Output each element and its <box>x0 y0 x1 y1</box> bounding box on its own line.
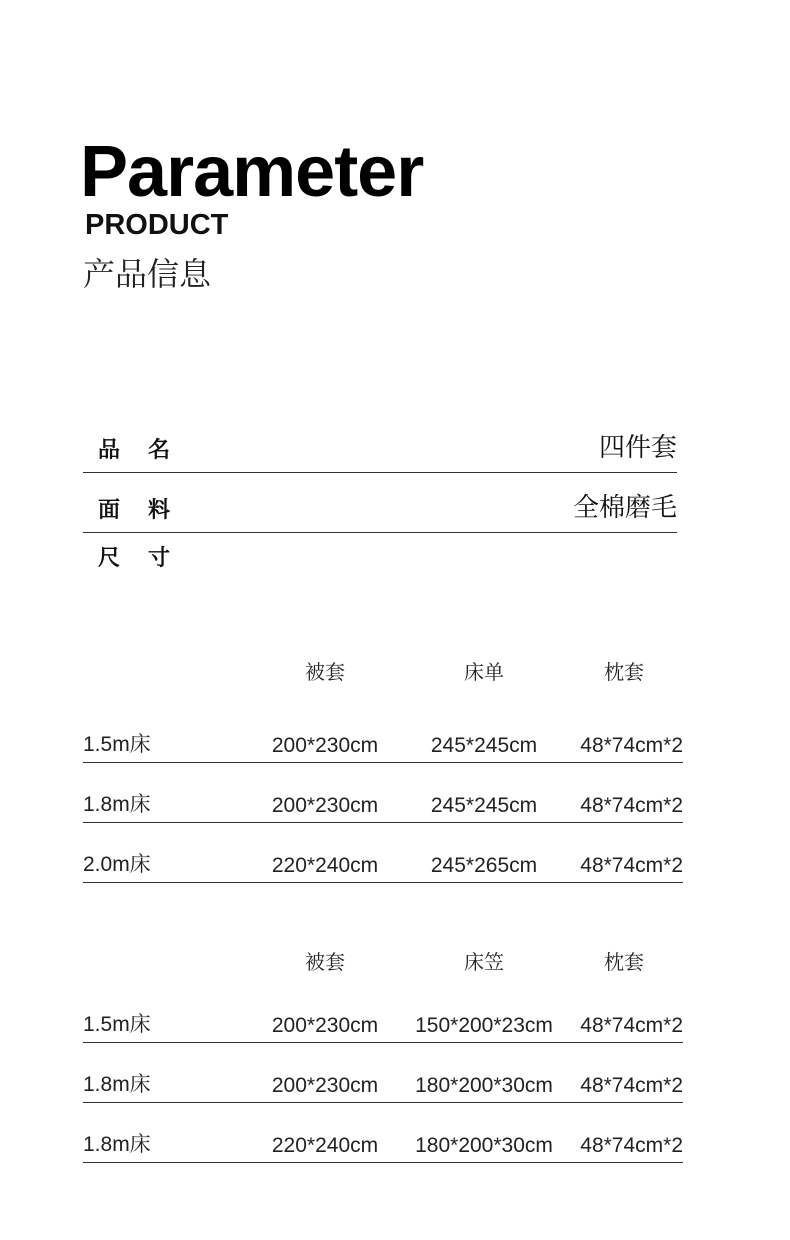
column-header: 床笠 <box>464 950 504 974</box>
table-cell: 48*74cm*2 <box>580 1134 683 1157</box>
table-header <box>83 648 683 688</box>
table-row <box>83 703 683 763</box>
table-header <box>83 938 683 978</box>
table-cell: 200*230cm <box>271 794 379 817</box>
table-cell: 1.5m床 <box>83 1013 151 1036</box>
size-table-sheet <box>83 648 683 883</box>
size-label: 尺寸 <box>98 546 199 571</box>
table-cell: 1.5m床 <box>83 733 151 756</box>
table-cell: 1.8m床 <box>83 793 151 816</box>
table-cell: 48*74cm*2 <box>580 854 683 877</box>
column-header: 床单 <box>464 660 504 684</box>
table-cell: 180*200*30cm <box>415 1074 553 1097</box>
table-cell: 48*74cm*2 <box>580 1014 683 1037</box>
table-cell: 245*245cm <box>430 734 538 757</box>
subtitle-english: PRODUCT <box>85 209 229 241</box>
table-row <box>83 763 683 823</box>
table-cell: 48*74cm*2 <box>580 794 683 817</box>
name-value: 四件套 <box>598 433 677 463</box>
table-cell: 220*240cm <box>271 854 379 877</box>
column-header: 枕套 <box>604 660 644 684</box>
name-label: 品名 <box>98 438 199 463</box>
table-cell: 220*240cm <box>271 1134 379 1157</box>
fabric-value: 全棉磨毛 <box>572 493 677 523</box>
info-row-size <box>83 520 677 580</box>
table-cell: 150*200*23cm <box>415 1014 553 1037</box>
table-cell: 2.0m床 <box>83 853 151 876</box>
subtitle-chinese: 产品信息 <box>83 255 212 293</box>
table-cell: 48*74cm*2 <box>580 1074 683 1097</box>
table-row <box>83 823 683 883</box>
table-cell: 200*230cm <box>271 1074 379 1097</box>
table-cell: 200*230cm <box>271 1014 379 1037</box>
table-cell: 180*200*30cm <box>415 1134 553 1157</box>
page-title: Parameter <box>80 132 424 212</box>
table-cell: 1.8m床 <box>83 1073 151 1096</box>
info-row-name <box>83 412 677 473</box>
table-cell: 245*265cm <box>430 854 538 877</box>
column-header: 被套 <box>305 950 345 974</box>
table-cell: 245*245cm <box>430 794 538 817</box>
table-cell: 48*74cm*2 <box>580 734 683 757</box>
table-row <box>83 1043 683 1103</box>
table-row <box>83 983 683 1043</box>
column-header: 被套 <box>305 660 345 684</box>
column-header: 枕套 <box>604 950 644 974</box>
table-row <box>83 1103 683 1163</box>
table-cell: 200*230cm <box>271 734 379 757</box>
size-table-fitted <box>83 938 683 1163</box>
fabric-label: 面料 <box>98 498 199 523</box>
table-cell: 1.8m床 <box>83 1133 151 1156</box>
